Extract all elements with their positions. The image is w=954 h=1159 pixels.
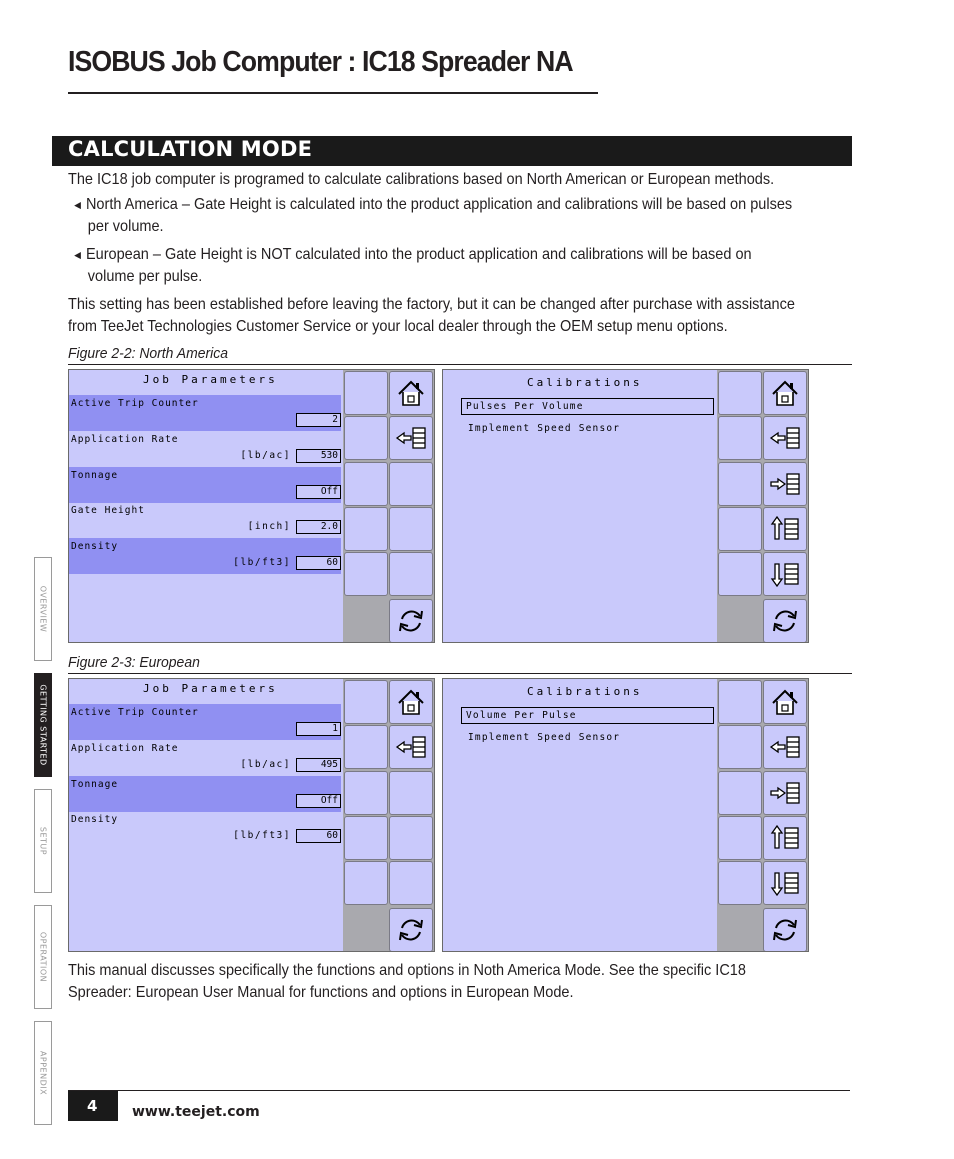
side-tab-overview[interactable]	[34, 557, 52, 661]
softkey-blank[interactable]	[344, 771, 388, 815]
figure-caption-european: Figure 2-3: European	[68, 654, 200, 671]
down-arrow-list-icon	[769, 867, 801, 899]
refresh-icon	[395, 605, 427, 637]
back-arrow-list-icon	[769, 422, 801, 454]
param-value-field[interactable]: 1	[296, 722, 341, 736]
closing-line2: Spreader: European User Manual for functions and options in European Mode.	[68, 984, 574, 1001]
param-row-gate-height[interactable]	[69, 502, 341, 538]
refresh-icon	[769, 605, 801, 637]
bullet-marker: ◄	[72, 198, 84, 212]
closing-paragraph	[68, 960, 803, 1004]
param-row-density[interactable]	[69, 811, 341, 847]
scroll-up-button[interactable]	[763, 816, 807, 860]
side-tab-label: OPERATION	[38, 931, 48, 983]
cal-item-pulses-per-volume[interactable]: Pulses Per Volume	[461, 398, 714, 415]
param-row-application-rate[interactable]	[69, 740, 341, 776]
softkey-blank[interactable]	[389, 771, 433, 815]
footer-url[interactable]: www.teejet.com	[132, 1104, 260, 1120]
side-tab-setup[interactable]	[34, 789, 52, 893]
param-value-field[interactable]: 2.0	[296, 520, 341, 534]
param-value-field[interactable]: 530	[296, 449, 341, 463]
home-icon	[769, 686, 801, 718]
param-label: Application Rate	[71, 434, 179, 445]
param-row-active-trip-counter[interactable]	[69, 704, 341, 740]
softkey-blank[interactable]	[389, 861, 433, 905]
screen-title: Calibrations	[527, 685, 643, 698]
bullet-north-america	[72, 194, 807, 238]
section-heading-bar	[52, 136, 852, 166]
softkey-blank[interactable]	[718, 371, 762, 415]
param-label: Density	[71, 541, 119, 552]
softkey-blank[interactable]	[718, 552, 762, 596]
softkey-blank[interactable]	[344, 507, 388, 551]
side-tab-label: OVERVIEW	[38, 585, 48, 633]
side-tab-operation[interactable]	[34, 905, 52, 1009]
refresh-icon	[395, 914, 427, 946]
home-button[interactable]	[763, 371, 807, 415]
param-row-application-rate[interactable]	[69, 431, 341, 467]
side-tab-appendix[interactable]	[34, 1021, 52, 1125]
scroll-down-button[interactable]	[763, 552, 807, 596]
softkey-blank[interactable]	[389, 462, 433, 506]
back-arrow-list-icon	[769, 731, 801, 763]
softkey-blank[interactable]	[389, 816, 433, 860]
param-row-active-trip-counter[interactable]	[69, 395, 341, 431]
softkey-blank[interactable]	[718, 416, 762, 460]
softkey-blank[interactable]	[718, 680, 762, 724]
cal-item-volume-per-pulse[interactable]: Volume Per Pulse	[461, 707, 714, 724]
forward-arrow-list-icon	[769, 468, 801, 500]
softkey-blank[interactable]	[344, 861, 388, 905]
softkey-blank[interactable]	[344, 416, 388, 460]
screen-title: Calibrations	[527, 376, 643, 389]
closing-line1: This manual discusses specifically the functions and options in Noth America Mode. See the specific IC18	[68, 962, 746, 979]
back-button[interactable]	[763, 725, 807, 769]
side-tab-label: GETTING STARTED	[38, 684, 48, 766]
softkey-blank[interactable]	[718, 507, 762, 551]
back-arrow-list-icon	[395, 731, 427, 763]
home-button[interactable]	[389, 371, 433, 415]
softkey-blank[interactable]	[344, 725, 388, 769]
footer-rule	[68, 1090, 850, 1091]
param-unit: [lb/ft3]	[233, 830, 291, 841]
refresh-button[interactable]	[389, 599, 433, 643]
param-value-field[interactable]: 495	[296, 758, 341, 772]
param-value-field[interactable]: Off	[296, 794, 341, 808]
param-label: Application Rate	[71, 743, 179, 754]
title-rule	[68, 92, 598, 94]
param-unit: [inch]	[247, 521, 291, 532]
home-icon	[769, 377, 801, 409]
factory-paragraph	[68, 294, 803, 338]
job-parameters-screen-na	[68, 369, 435, 643]
down-arrow-list-icon	[769, 558, 801, 590]
home-icon	[395, 686, 427, 718]
refresh-icon	[769, 914, 801, 946]
scroll-down-button[interactable]	[763, 861, 807, 905]
up-arrow-list-icon	[769, 513, 801, 545]
refresh-button[interactable]	[763, 908, 807, 952]
screen-title: Job Parameters	[143, 373, 278, 386]
back-button[interactable]	[763, 416, 807, 460]
job-parameters-screen-eu	[68, 678, 435, 952]
param-row-tonnage[interactable]	[69, 776, 341, 812]
forward-arrow-list-icon	[769, 777, 801, 809]
softkey-blank[interactable]	[344, 680, 388, 724]
back-button[interactable]	[389, 725, 433, 769]
param-value-field[interactable]: 2	[296, 413, 341, 427]
back-button[interactable]	[389, 416, 433, 460]
section-heading: CALCULATION MODE	[68, 137, 313, 161]
softkey-blank[interactable]	[718, 771, 762, 815]
factory-line1: This setting has been established before leaving the factory, but it can be changed after purchase with assistance	[68, 296, 795, 313]
refresh-button[interactable]	[763, 599, 807, 643]
param-unit: [lb/ft3]	[233, 557, 291, 568]
bullet-european	[72, 244, 807, 288]
softkey-blank[interactable]	[344, 462, 388, 506]
scroll-up-button[interactable]	[763, 507, 807, 551]
softkey-blank[interactable]	[389, 552, 433, 596]
bullet-marker: ◄	[72, 248, 84, 262]
side-tab-label: APPENDIX	[38, 1050, 48, 1096]
side-tab-getting-started[interactable]	[34, 673, 52, 777]
param-unit: [lb/ac]	[240, 450, 291, 461]
bullet-text-line1: European – Gate Height is NOT calculated into the product application and calibrations will be based on	[85, 246, 752, 263]
softkey-blank[interactable]	[718, 462, 762, 506]
softkey-blank[interactable]	[718, 725, 762, 769]
figure-rule	[68, 673, 852, 674]
home-icon	[395, 377, 427, 409]
document-title: ISOBUS Job Computer : IC18 Spreader NA	[68, 46, 573, 78]
param-row-density[interactable]	[69, 538, 341, 574]
softkey-blank[interactable]	[718, 861, 762, 905]
softkey-blank[interactable]	[344, 552, 388, 596]
param-label: Tonnage	[71, 779, 119, 790]
param-label: Active Trip Counter	[71, 707, 199, 718]
forward-button[interactable]	[763, 462, 807, 506]
home-button[interactable]	[389, 680, 433, 724]
up-arrow-list-icon	[769, 822, 801, 854]
calibrations-screen-na	[442, 369, 809, 643]
bullet-text-line2: per volume.	[87, 218, 164, 235]
param-label: Gate Height	[71, 505, 145, 516]
softkey-blank[interactable]	[389, 507, 433, 551]
param-label: Tonnage	[71, 470, 119, 481]
refresh-button[interactable]	[389, 908, 433, 952]
softkey-blank[interactable]	[718, 816, 762, 860]
intro-paragraph: The IC18 job computer is programed to calculate calibrations based on North American or European methods.	[68, 171, 775, 188]
screen-title: Job Parameters	[143, 682, 278, 695]
cal-item-implement-speed-sensor[interactable]: Implement Speed Sensor	[468, 732, 621, 743]
calibrations-screen-eu	[442, 678, 809, 952]
param-value-field[interactable]: 60	[296, 556, 341, 570]
page-number: 4	[68, 1091, 118, 1121]
factory-line2: from TeeJet Technologies Customer Service or your local dealer through the OEM setup menu options.	[68, 318, 728, 335]
bullet-text-line2: volume per pulse.	[87, 268, 203, 285]
param-unit: [lb/ac]	[240, 759, 291, 770]
param-label: Density	[71, 814, 119, 825]
side-tab-label: SETUP	[38, 826, 48, 856]
figure-rule	[68, 364, 852, 365]
figure-caption-north-america: Figure 2-2: North America	[68, 345, 228, 362]
back-arrow-list-icon	[395, 422, 427, 454]
home-button[interactable]	[763, 680, 807, 724]
param-row-tonnage[interactable]	[69, 467, 341, 503]
param-value-field[interactable]: 60	[296, 829, 341, 843]
bullet-text-line1: North America – Gate Height is calculated into the product application and calibrations will be based on pulses	[85, 196, 793, 213]
param-value-field[interactable]: Off	[296, 485, 341, 499]
softkey-blank[interactable]	[344, 816, 388, 860]
forward-button[interactable]	[763, 771, 807, 815]
softkey-blank[interactable]	[344, 371, 388, 415]
param-label: Active Trip Counter	[71, 398, 199, 409]
cal-item-implement-speed-sensor[interactable]: Implement Speed Sensor	[468, 423, 621, 434]
